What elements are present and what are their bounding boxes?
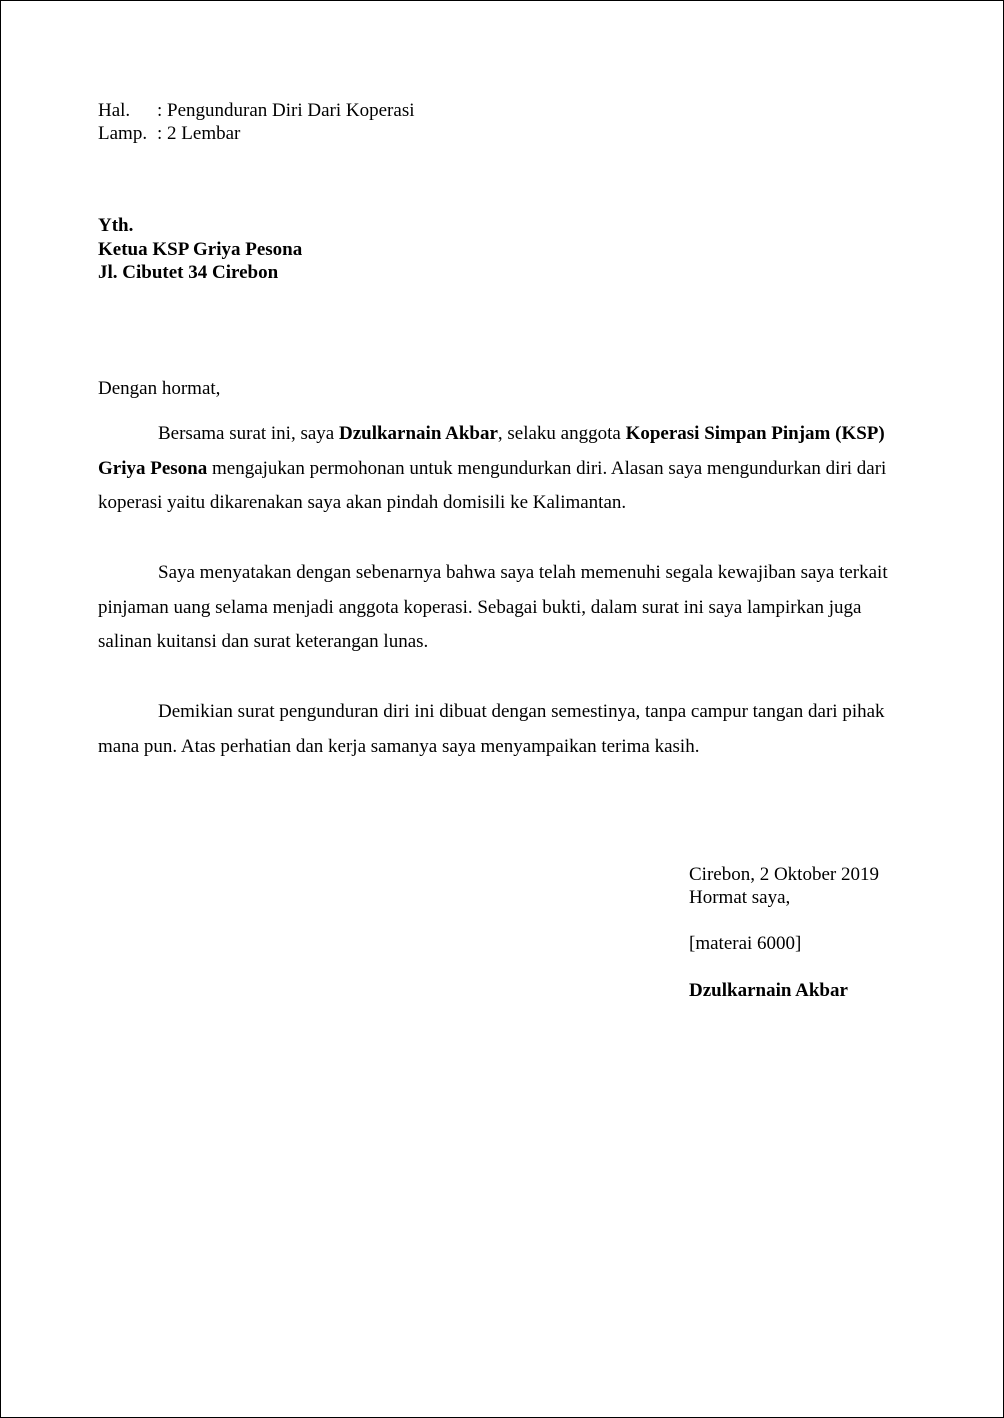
attachment-value: : 2 Lembar — [157, 123, 241, 144]
cooperative-name-inline: Koperasi Simpan Pinjam (KSP) Griya Pesona — [98, 423, 885, 479]
body-paragraph-3 — [98, 695, 898, 764]
sender-name-inline: Dzulkarnain Akbar — [338, 423, 498, 444]
recipient-address: Jl. Cibutet 34 Cirebon — [98, 262, 279, 283]
subject-value: : Pengunduran Diri Dari Koperasi — [157, 100, 415, 121]
recipient-title: Ketua KSP Griya Pesona — [98, 239, 303, 260]
attachment-line — [98, 122, 240, 145]
paragraph1-text-1: Bersama surat ini, saya — [158, 423, 339, 444]
recipient-greeting: Yth. — [98, 215, 134, 236]
body-paragraph-1 — [98, 417, 898, 521]
subject-label: Hal. — [98, 100, 131, 121]
attachment-label: Lamp. — [98, 123, 148, 144]
subject-line — [98, 99, 415, 122]
signature-place-date: Cirebon, 2 Oktober 2019 — [689, 864, 879, 885]
paragraph1-text-3: mengajukan permohonan untuk mengundurkan diri. Alasan saya mengundurkan diri dari koperasi yaitu dikarenakan saya akan pindah domisili ke Kalimantan. — [98, 457, 887, 514]
paragraph3-text: Demikian surat pengunduran diri ini dibuat dengan semestinya, tanpa campur tangan dari pihak mana pun. Atas perhatian dan kerja samanya saya menyampaikan terima kasih. — [98, 701, 885, 757]
paragraph1-text-2: , selaku anggota — [497, 423, 626, 444]
body-paragraph-2 — [98, 556, 898, 660]
signature-closing: Hormat saya, — [689, 887, 791, 908]
paragraph2-text: Saya menyatakan dengan sebenarnya bahwa saya telah memenuhi segala kewajiban saya terkait pinjaman uang selama menjadi anggota koperasi. Sebagai bukti, dalam surat ini saya lampirkan juga salinan kuitansi dan surat keterangan lunas. — [98, 562, 888, 653]
salutation: Dengan hormat, — [98, 378, 221, 399]
signature-stamp: [materai 6000] — [689, 933, 802, 954]
signature-name: Dzulkarnain Akbar — [689, 980, 848, 1001]
